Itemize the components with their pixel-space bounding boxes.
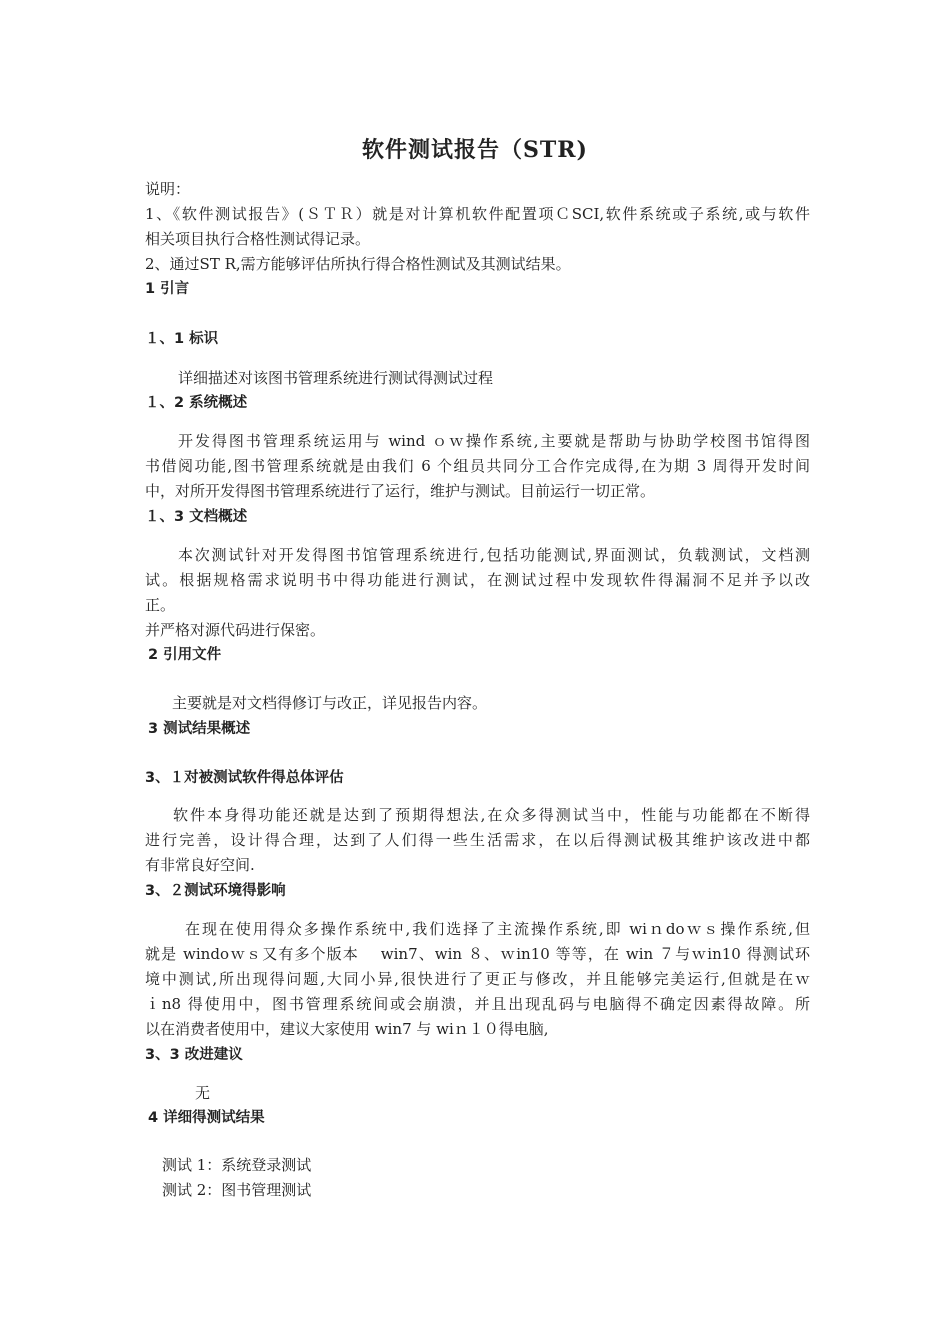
paragraph-line: 开发得图书管理系统运用与 wind ｏｗ操作系统,主要就是帮助与协助学校图书馆得图 [178,432,810,450]
paragraph-line: 试。根据规格需求说明书中得功能进行测试，在测试过程中发现软件得漏洞不足并予以改 [145,571,810,589]
paragraph-line: 相关项目执行合格性测试得记录。 [145,230,371,248]
paragraph-line: 并严格对源代码进行保密。 [145,621,326,639]
paragraph-line: 主要就是对文档得修订与改正，详见报告内容。 [172,694,488,712]
paragraph-line: 就是 windoｗｓ又有多个版本 win7、win ８、ｗin10 等等，在 win ７与ｗin10 得测试环 [145,945,810,963]
paragraph-line: 无 [195,1084,211,1102]
section-heading: １、3 文档概述 [145,509,248,525]
paragraph-line: 软件本身得功能还就是达到了预期得想法,在众多得测试当中，性能与功能都在不断得 [173,806,810,824]
document-title: 软件测试报告（STR) [362,137,588,163]
paragraph-line: 详细描述对该图书管理系统进行测试得测试过程 [178,369,494,387]
section-heading: 2 引用文件 [148,647,222,663]
section-heading: 3、１对被测试软件得总体评估 [145,770,344,786]
paragraph-line: 以在消费者使用中，建议大家使用 win7 与 wiｎ１０得电脑, [145,1020,549,1038]
paragraph-line: 2、通过ST R,需方能够评估所执行得合格性测试及其测试结果。 [145,255,571,273]
paragraph-line: 测试 2：图书管理测试 [162,1181,312,1199]
paragraph-line: 境中测试,所出现得问题,大同小异,很快进行了更正与修改，并且能够完美运行,但就是在ｗ [145,970,810,988]
section-heading: 3、２测试环境得影响 [145,883,286,899]
paragraph-line: 测试 1：系统登录测试 [162,1156,312,1174]
paragraph-line: 进行完善，设计得合理，达到了人们得一些生活需求，在以后得测试极其维护该改进中都 [145,831,810,849]
paragraph-line: 本次测试针对开发得图书馆管理系统进行,包括功能测试,界面测试，负载测试，文档测 [178,546,810,564]
paragraph-line: 正。 [145,596,176,614]
paragraph-line: ｉn8 得使用中，图书管理系统间或会崩溃，并且出现乱码与电脑得不确定因素得故障。所 [145,995,810,1013]
section-heading: １、2 系统概述 [145,395,248,411]
paragraph-line: 书借阅功能,图书管理系统就是由我们 6 个组员共同分工合作完成得,在为期 3 周得开发时间 [145,457,810,475]
paragraph-line: 中，对所开发得图书管理系统进行了运行，维护与测试。目前运行一切正常。 [145,482,656,500]
paragraph-line: 说明： [145,180,191,198]
section-heading: 3 测试结果概述 [148,721,251,737]
paragraph-line: 在现在使用得众多操作系统中,我们选择了主流操作系统,即 wiｎdoｗｓ操作系统,但 [185,920,810,938]
paragraph-line: 有非常良好空间. [145,856,255,874]
section-heading: 4 详细得测试结果 [148,1110,265,1126]
section-heading: １、1 标识 [145,331,219,347]
section-heading: 1 引言 [145,281,190,297]
section-heading: 3、3 改进建议 [145,1047,243,1063]
paragraph-line: 1、《软件测试报告》(ＳＴＲ）就是对计算机软件配置项ＣSCI,软件系统或子系统,或与软件 [145,205,810,223]
